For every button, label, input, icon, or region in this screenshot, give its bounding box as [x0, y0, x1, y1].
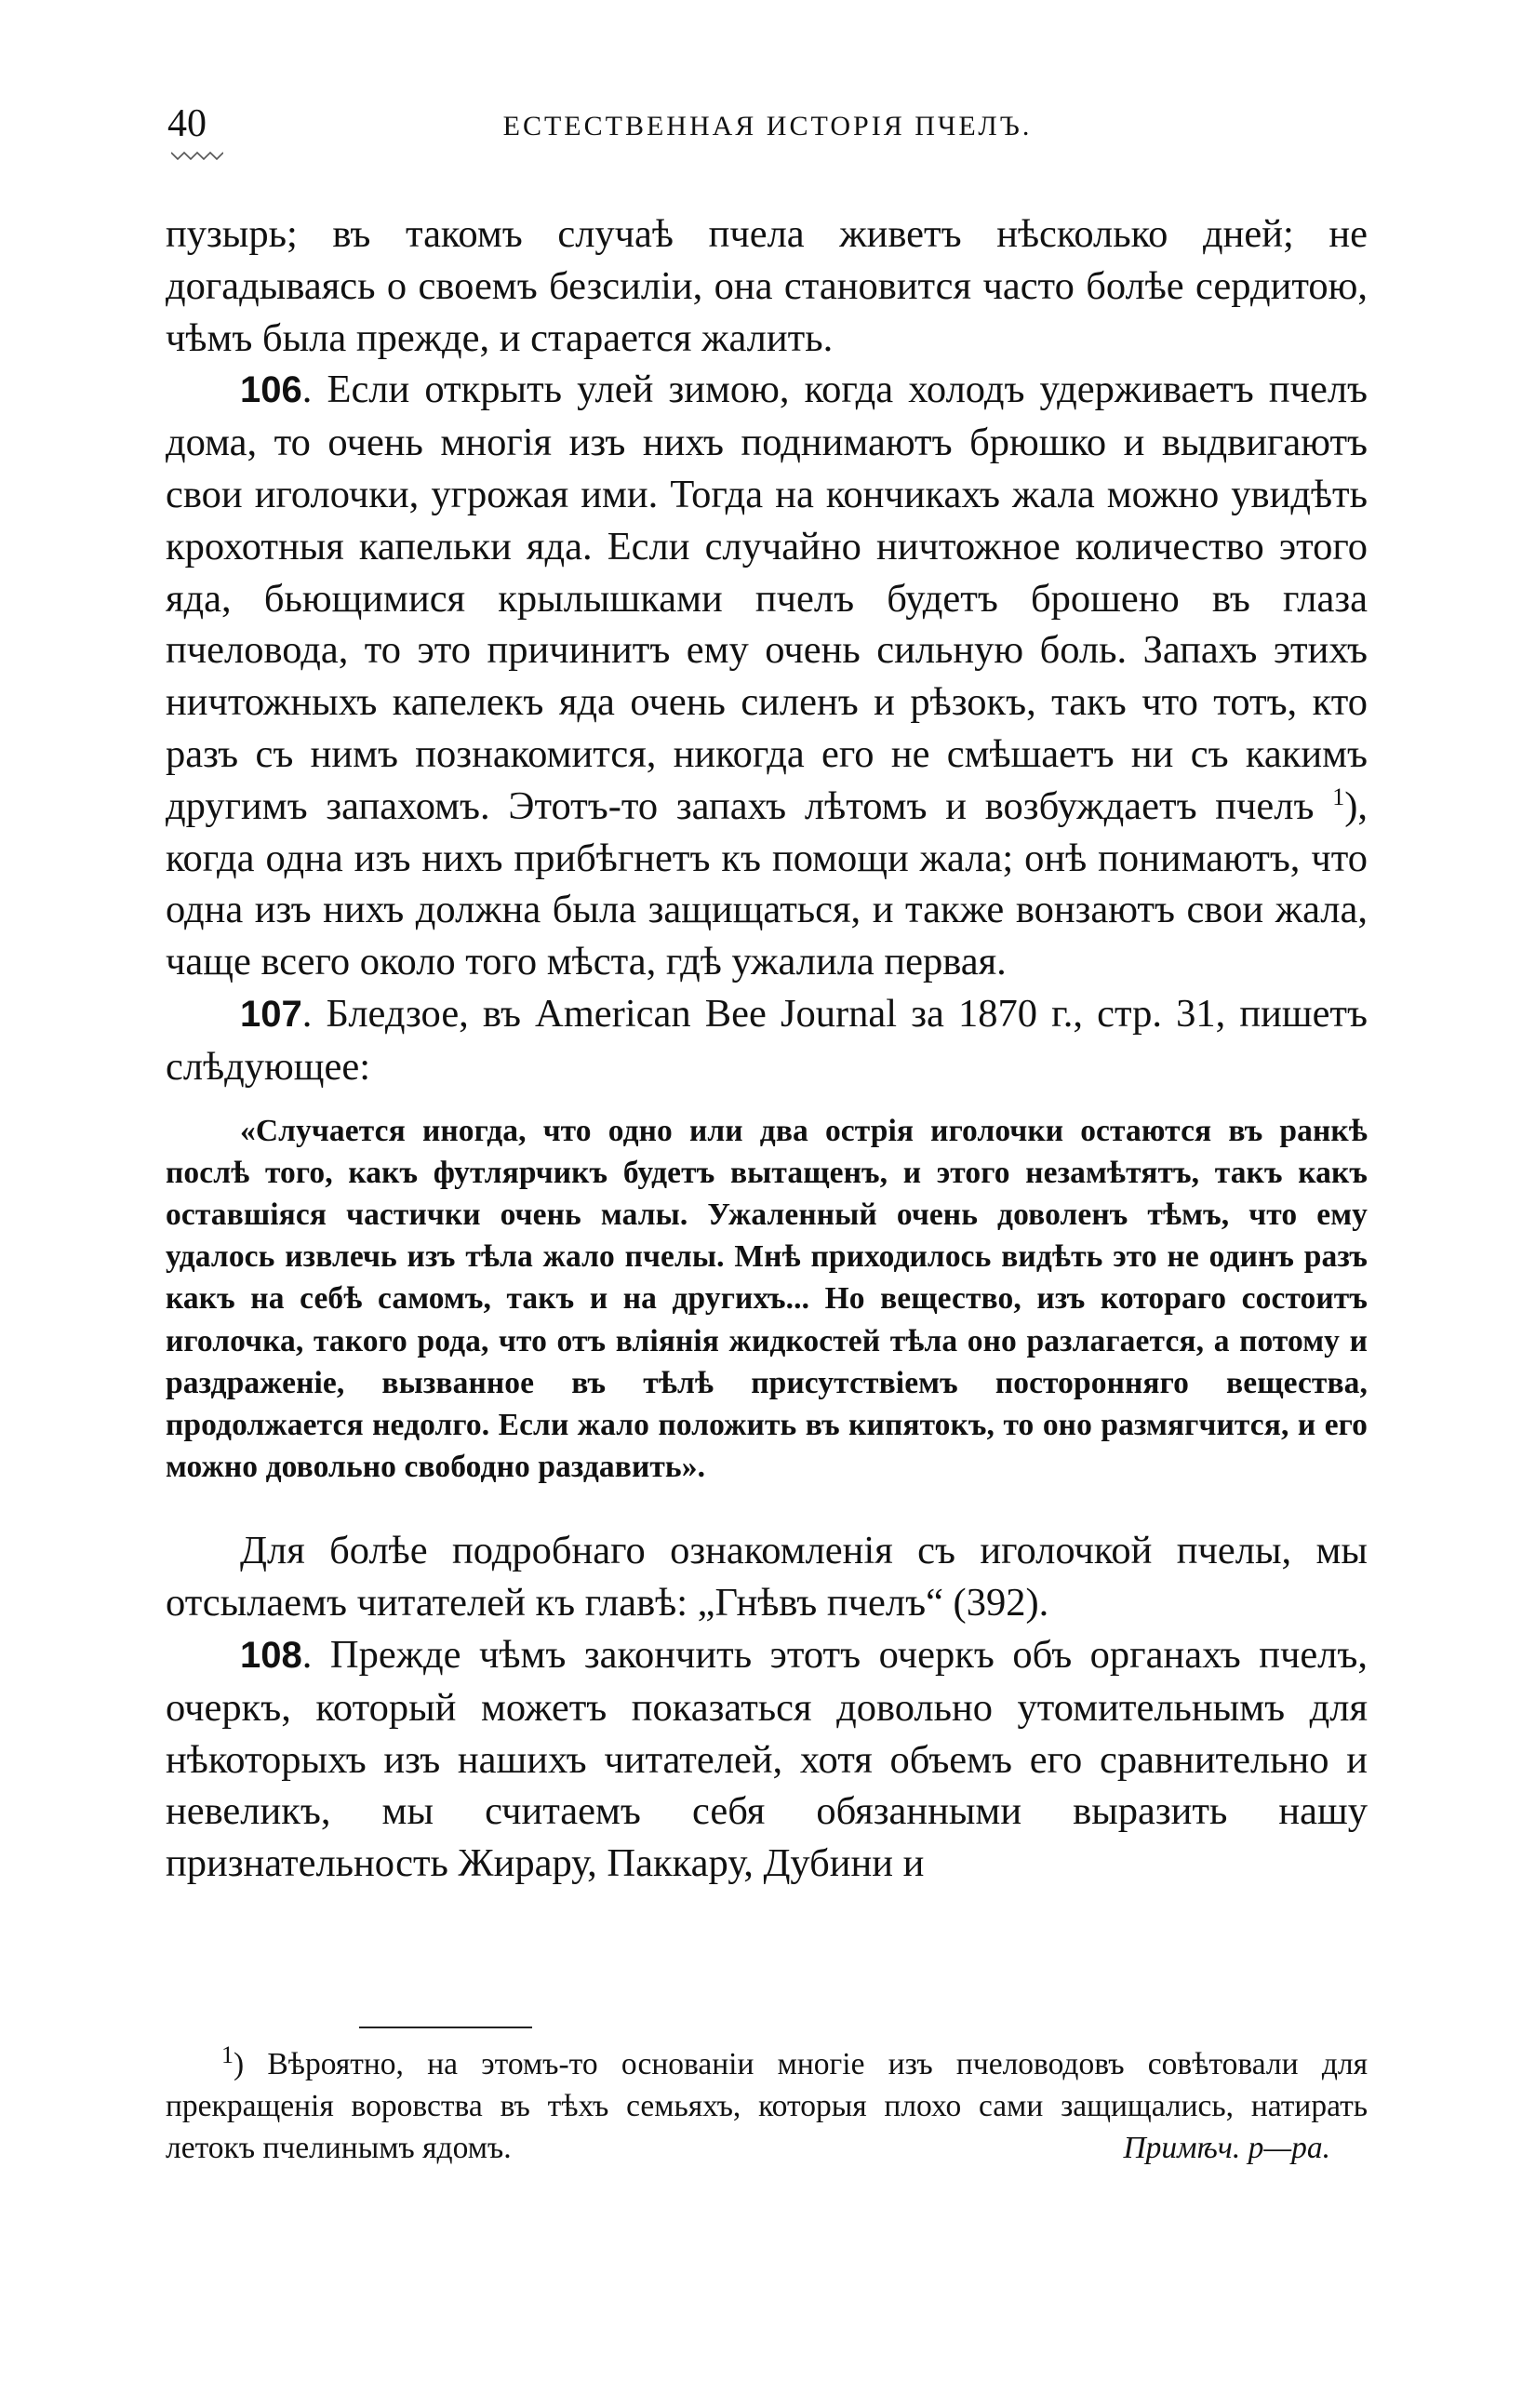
paragraph-107	[166, 988, 1368, 1093]
paragraph-number: 106	[240, 369, 302, 411]
footnote-body: ) Вѣроятно, на этомъ-то основаніи многіе изъ пчеловодовъ совѣтовали для прекращенія воровства въ тѣхъ семьяхъ, которыя плохо сами защищались, натирать летокъ пчелинымъ ядомъ.	[166, 2047, 1368, 2165]
paragraph-108-text: . Прежде чѣмъ закончить этотъ очеркъ объ органахъ пчелъ, очеркъ, который можетъ показаться довольно утомительнымъ для нѣкоторыхъ изъ нашихъ читателей, хотя объемъ его сравнительно и невеликъ, мы считаемъ себя обязанными выразить нашу признательность Жирару, Паккару, Дубини и	[166, 1632, 1368, 1886]
body-text	[166, 208, 1368, 1890]
paragraph-reference: Для болѣе подробнаго ознакомленія съ иголочкой пчелы, мы отсылаемъ читателей къ главѣ: „Гнѣвъ пчелъ“ (392).	[166, 1529, 1368, 1625]
paragraph-106-text-end: ), когда одна изъ нихъ прибѣгнетъ къ помощи жала; онѣ понимаютъ, что одна изъ нихъ должна была защищаться, и также вонзаютъ свои жала, чаще всего около того мѣста, гдѣ ужалила первая.	[166, 783, 1368, 984]
paragraph-107-text: . Бледзое, въ American Bee Journal за 1870 г., стр. 31, пишетъ слѣдующее:	[166, 991, 1368, 1089]
page-header	[167, 100, 1368, 156]
page-number: 40	[167, 102, 207, 145]
paragraph-number: 108	[240, 1634, 302, 1676]
paragraph-106	[166, 364, 1368, 988]
footnote-divider	[359, 2027, 532, 2028]
footnote-marker: 1	[221, 2040, 234, 2068]
paragraph-106-text: . Если открыть улей зимою, когда холодъ удерживаетъ пчелъ дома, то очень многія изъ нихъ поднимаютъ брюшко и выдвигаютъ свои иголочки, угрожая ими. Тогда на кончикахъ жала можно увидѣть крохотныя капельки яда. Если случайно ничтожное количество этого яда, бьющимися крылышками пчелъ будетъ брошено въ глаза пчеловода, то это причинитъ ему очень сильную боль. Запахъ этихъ ничтожныхъ капелекъ яда очень силенъ и рѣзокъ, такъ что тотъ, кто разъ съ нимъ познакомится, никогда его не смѣшаетъ ни съ какимъ другимъ запахомъ. Этотъ-то запахъ лѣтомъ и возбуждаетъ пчелъ	[166, 368, 1368, 828]
footnote-signature: Примѣч. р—ра.	[1123, 2131, 1330, 2165]
footnote	[166, 2040, 1368, 2169]
block-quote: «Случается иногда, что одно или два острія иголочки остаются въ ранкѣ послѣ того, какъ футлярчикъ будетъ вытащенъ, и этого незамѣтятъ, такъ какъ оставшіяся частички очень малы. Ужаленный очень доволенъ тѣмъ, что ему удалось извлечь изъ тѣла жало пчелы. Мнѣ приходилось видѣть это не одинъ разъ какъ на себѣ самомъ, такъ и на другихъ... Но вещество, изъ котораго состоитъ иголочка, такого рода, что отъ вліянія жидкостей тѣла оно разлагается, а потому и раздраженіе, вызванное въ тѣлѣ присутствіемъ посторонняго вещества, продолжается недолго. Если жало положить въ кипятокъ, то оно размягчится, и его можно довольно свободно раздавить».	[166, 1113, 1368, 1485]
paragraph-continuation: пузырь; въ такомъ случаѣ пчела живетъ нѣсколько дней; не догадываясь о своемъ безсиліи, она становится часто болѣе сердитою, чѣмъ была прежде, и старается жалить.	[166, 212, 1368, 360]
paragraph-108	[166, 1629, 1368, 1890]
footnote-text	[166, 2040, 1368, 2169]
footnote-reference: 1	[1332, 783, 1345, 810]
ornament-wave	[171, 149, 223, 162]
paragraph-number: 107	[240, 993, 302, 1035]
running-title: ЕСТЕСТВЕННАЯ ИСТОРІЯ ПЧЕЛЪ.	[502, 111, 1033, 141]
